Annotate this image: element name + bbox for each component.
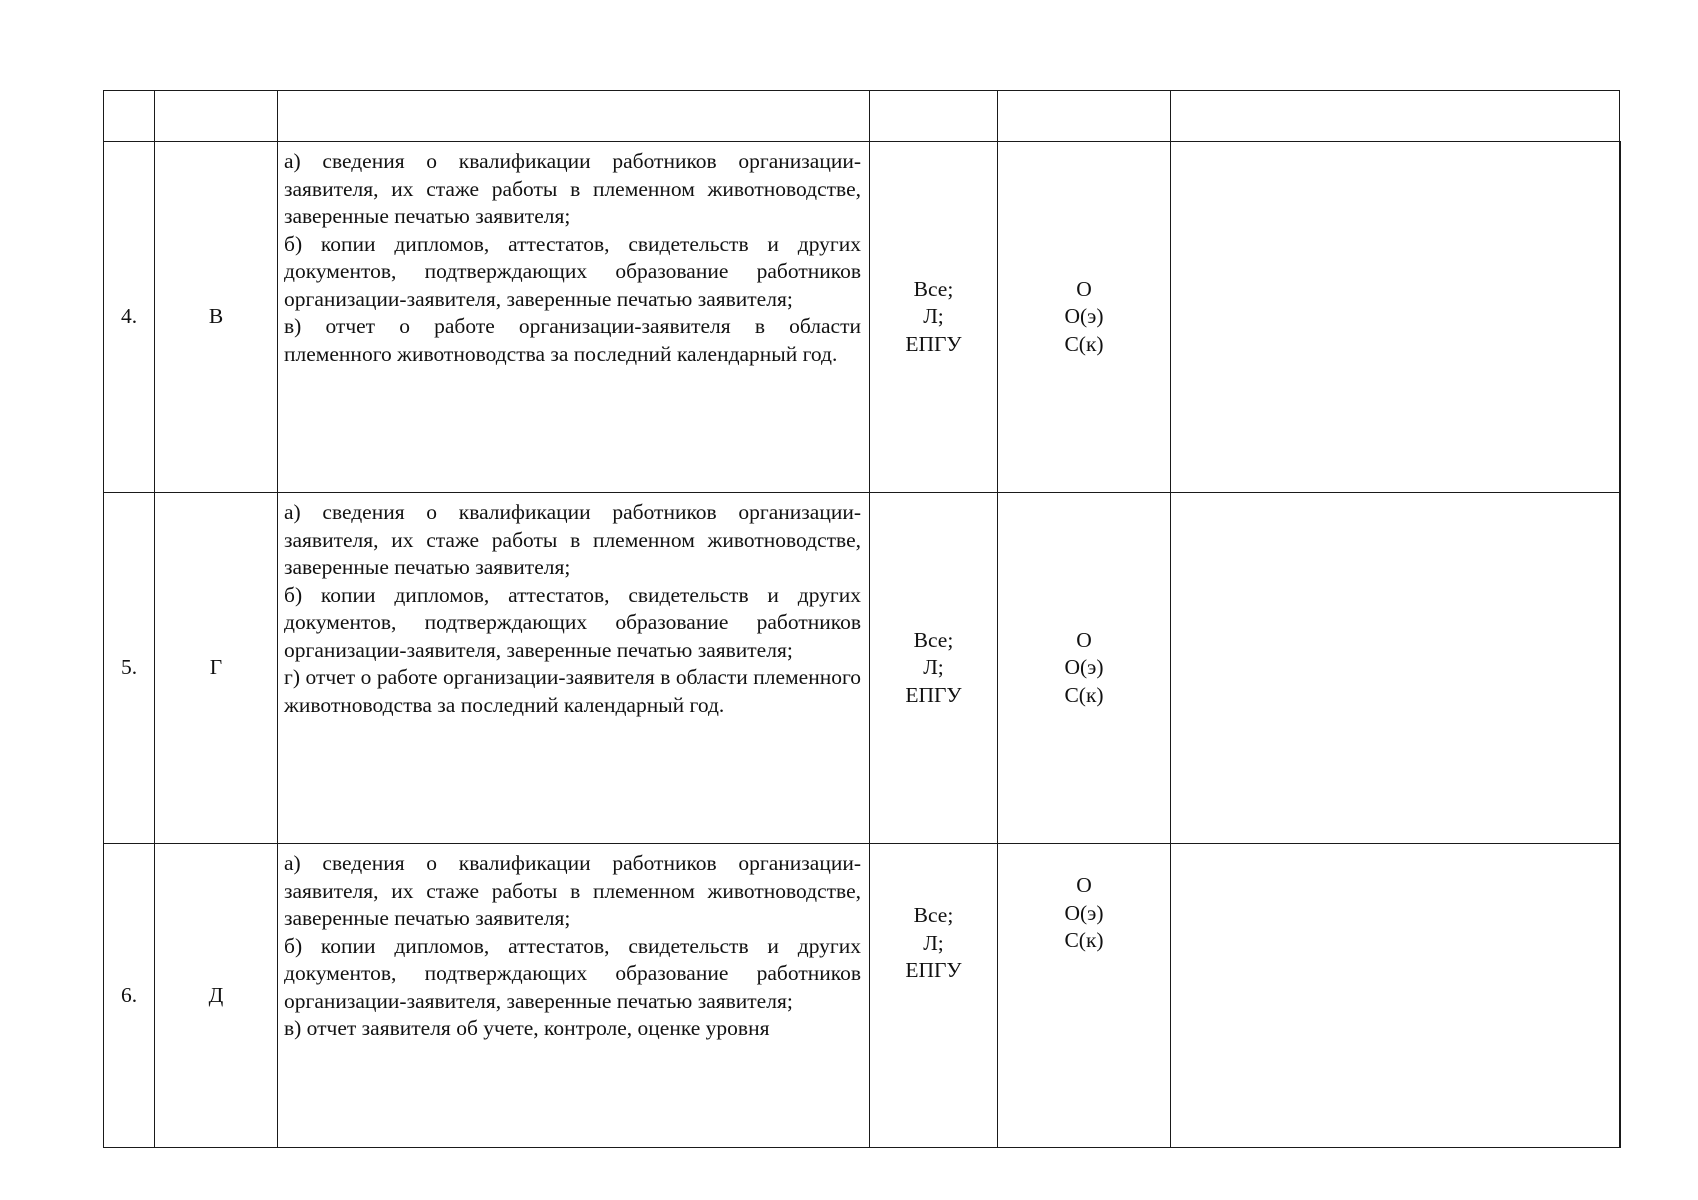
table-row bbox=[104, 493, 1620, 844]
document-item: в) отчет заявителя об учете, контроле, оценке уровня bbox=[284, 1016, 770, 1040]
documents-cell bbox=[278, 844, 870, 1148]
document-form-item: С(к) bbox=[1064, 331, 1104, 356]
table-header-row bbox=[104, 91, 1620, 142]
document-item: б) копии дипломов, аттестатов, свидетельств и других документов, подтверждающих образование работников организации-заявителя, заверенные печатью заявителя; bbox=[284, 933, 861, 1013]
note-cell bbox=[1171, 493, 1620, 844]
documents-cell bbox=[278, 493, 870, 844]
submission-way-item: Л; bbox=[923, 304, 944, 329]
document-form-item: О(э) bbox=[1064, 655, 1104, 680]
submission-way-item: Л; bbox=[923, 930, 944, 955]
document-form-item: О bbox=[1076, 276, 1092, 301]
submission-way-cell bbox=[870, 493, 998, 844]
header-cell-documents bbox=[278, 91, 870, 142]
document-form-item: С(к) bbox=[1064, 928, 1104, 952]
row-letter: Г bbox=[155, 493, 278, 844]
submission-way-cell bbox=[870, 142, 998, 493]
document-form-item: С(к) bbox=[1064, 682, 1104, 707]
document-form-cell bbox=[998, 142, 1171, 493]
document-form-cell bbox=[998, 493, 1171, 844]
document-item: б) копии дипломов, аттестатов, свидетельств и других документов, подтверждающих образование работников организации-заявителя, заверенные печатью заявителя; bbox=[284, 231, 861, 311]
header-cell-who bbox=[870, 91, 998, 142]
submission-way-item: Все; bbox=[913, 627, 954, 652]
header-cell-form bbox=[998, 91, 1171, 142]
header-cell-letter bbox=[155, 91, 278, 142]
document-item: б) копии дипломов, аттестатов, свидетельств и других документов, подтверждающих образование работников организации-заявителя, заверенные печатью заявителя; bbox=[284, 582, 861, 662]
row-number: 4. bbox=[104, 142, 155, 493]
document-item: а) сведения о квалификации работников организации-заявителя, их стаже работы в племенном животноводстве, заверенные печатью заявителя; bbox=[284, 500, 861, 579]
submission-way-item: ЕПГУ bbox=[905, 682, 962, 707]
document-item: г) отчет о работе организации-заявителя в области племенного животноводства за последний календарный год. bbox=[284, 665, 861, 717]
table-row bbox=[104, 142, 1620, 493]
row-letter: В bbox=[155, 142, 278, 493]
submission-way-item: Л; bbox=[923, 655, 944, 680]
document-form-item: О bbox=[1076, 873, 1092, 897]
requirements-table bbox=[103, 90, 1621, 1148]
note-cell bbox=[1171, 844, 1620, 1148]
document-item: а) сведения о квалификации работников организации-заявителя, их стаже работы в племенном животноводстве, заверенные печатью заявителя; bbox=[284, 851, 861, 930]
submission-way-item: Все; bbox=[913, 903, 954, 927]
row-letter: Д bbox=[155, 844, 278, 1148]
document-form-item: О bbox=[1076, 627, 1092, 652]
table-row bbox=[104, 844, 1620, 1148]
submission-way-item: ЕПГУ bbox=[905, 958, 962, 982]
document-form-cell bbox=[998, 844, 1171, 1148]
submission-way-cell bbox=[870, 844, 998, 1148]
header-cell-note bbox=[1171, 91, 1620, 142]
document-form-item: О(э) bbox=[1064, 900, 1104, 925]
submission-way-item: ЕПГУ bbox=[905, 331, 962, 356]
document-form-item: О(э) bbox=[1064, 304, 1104, 329]
submission-way-item: Все; bbox=[913, 276, 954, 301]
header-cell-number bbox=[104, 91, 155, 142]
row-number: 6. bbox=[104, 844, 155, 1148]
note-cell bbox=[1171, 142, 1620, 493]
row-number: 5. bbox=[104, 493, 155, 844]
document-item: в) отчет о работе организации-заявителя в области племенного животноводства за последний календарный год. bbox=[284, 314, 861, 366]
document-item: а) сведения о квалификации работников организации-заявителя, их стаже работы в племенном животноводстве, заверенные печатью заявителя; bbox=[284, 149, 861, 228]
documents-cell bbox=[278, 142, 870, 493]
